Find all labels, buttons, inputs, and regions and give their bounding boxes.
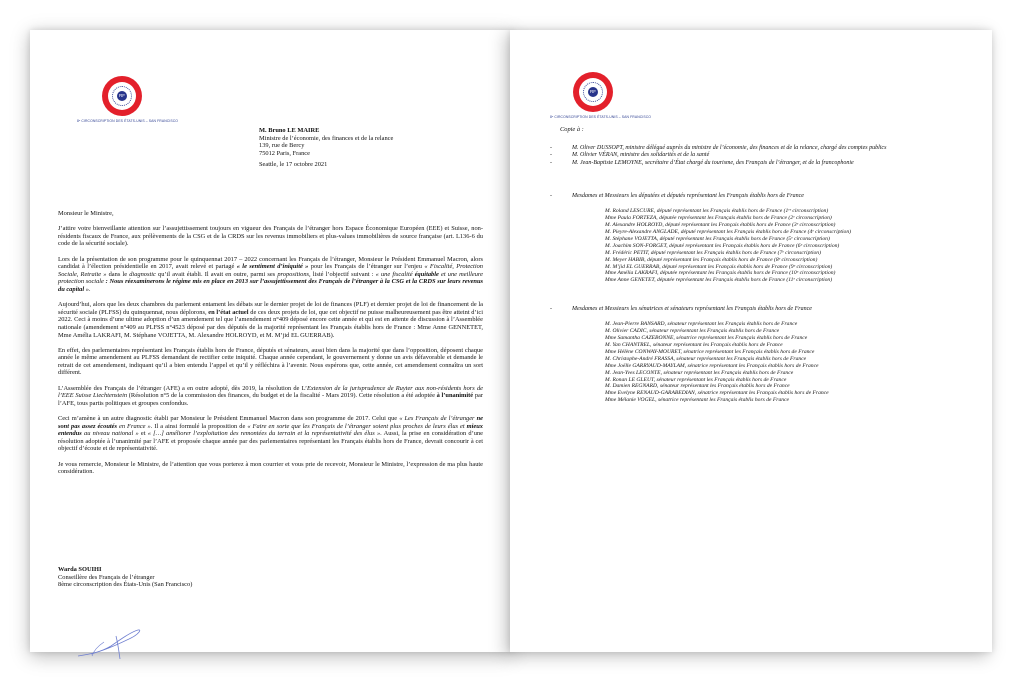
recipient-title: Ministre de l’économie, des finances et de la relance	[259, 134, 394, 142]
salutation: Monsieur le Ministre,	[58, 210, 114, 217]
list-item: M. Joachim SON-FORGET, député représentant les Français établis hors de France (6ᵉ circonscription)	[605, 242, 840, 249]
letter-body	[58, 210, 483, 483]
copy-heading: Copie à :	[560, 126, 584, 133]
list-item: M. Stéphane VOJETTA, député représentant les Français établis hors de France (5ᵉ circonscription)	[605, 235, 830, 242]
list-item: M. Roland LESCURE, député représentant les Français établis hors de France (1ʳᵉ circonscription)	[605, 208, 829, 215]
recipient-city: 75012 Paris, France	[259, 149, 310, 157]
list-item: M. Frédéric PETIT, député représentant les Français établis hors de France (7ᵉ circonscription)	[605, 249, 821, 256]
list-item: Mme Paula FORTEZA, députée représentant les Français établis hors de France (2ᵉ circonscription)	[605, 215, 832, 222]
rf-emblem: RF	[117, 91, 127, 101]
signatory-block	[58, 566, 192, 589]
senators-section	[550, 306, 990, 404]
handwritten-signature-icon	[76, 626, 146, 666]
recipient-street: 139, rue de Bercy	[259, 142, 305, 150]
list-item: M. Olivier CADIC, sénateur représentant les Français établis hors de France	[605, 328, 780, 335]
list-item: Mme Amélia LAKRAFI, députée représentant les Français établis hors de France (10ᵉ circonscription)	[605, 270, 836, 277]
list-item: M. Damien REGNARD, sénateur représentant les Français établis hors de France	[605, 383, 790, 390]
deputies-heading: - Mesdames et Messieurs les députées et députés représentant les Français établis hors de France	[550, 193, 804, 199]
list-item: M. M’jid EL GUERRAB, député représentant les Français établis hors de France (9ᵉ circonscription)	[605, 263, 833, 270]
list-item: Mme Anne GENETET, députée représentant les Français établis hors de France (11ᵉ circonscription)	[605, 277, 833, 284]
signatory-name: Warda SOUIHI	[58, 566, 102, 573]
paragraph-6: Ceci m’amène à un autre diagnostic établi par Monsieur le Président Emmanuel Macron dans son programme de 2017. Celui que « Les Français de l’étranger ne sont pas assez écoutés en France ». Il a ainsi formulé la proposition de « Faire en sorte que les Français de l’étranger soient plus proches de leurs élus et mieux entendus au niveau national » et « […] améliorer l’exploitation des remontées du terrain et la représentativité des élus ». Aussi, la prise en considération d’une résolution adoptée à l’unanimité par l’AFE et proposée chaque année par des parlementaires représentant les Français établis hors de France, devrait concourir à cet objectif d’écoute et de représentativité.	[58, 415, 484, 453]
deputies-section	[550, 193, 990, 284]
list-item: M. Yan CHANTREL, sénateur représentant les Français établis hors de France	[605, 342, 783, 349]
signatory-district: 8ème circonscription des États-Unis (San Francisco)	[58, 581, 193, 589]
list-item: - M. Jean-Baptiste LEMOYNE, secrétaire d’État chargé du tourisme, des Français de l’étranger, et de la francophonie	[550, 159, 854, 166]
list-item: M. Ronan LE GLEUT, sénateur représentant les Français établis hors de France	[605, 376, 787, 383]
republique-francaise-roundel-icon	[102, 76, 142, 116]
republique-francaise-roundel-icon	[573, 72, 613, 112]
paragraph-4: En effet, des parlementaires représentant les Français établis hors de France, députés et sénateurs, aussi bien dans la majorité que dans l’opposition, déposent chaque année le même amendement au PLFSS demandant de rectifier cette iniquité. Chaque année cependant, le gouvernement y donne un avis défavorable et demande le retrait de cet amendement, indiquant qu’il a bien entendu l’appel et qu’il y réfléchira à l’avenir. Nous espérons que, cette année, cet amendement connaîtra un sort différent.	[58, 346, 483, 377]
closing-paragraph: Je vous remercie, Monsieur le Ministre, de l’attention que vous porterez à mon courrier et vous prie de recevoir, Monsieur le Ministre, l’expression de ma plus haute considération.	[58, 460, 483, 476]
list-item: Mme Evelyne RENAUD-GARABEDIAN, sénatrice représentant les Français établis hors de France	[605, 390, 829, 397]
paragraph-3: Aujourd’hui, alors que les deux chambres du parlement entament les débats sur le dernier projet de loi de finances (PLF) et dernier projet de loi de financement de la sécurité sociale (PLFSS) du quinquennat, nous déplorons, en l’état actuel de ces deux projets de loi, que cet objectif ne puisse malheureusement pas être atteint d’ici 2022. Ceci à moins d’une ultime adoption d’un amendement tel que l’amendement n°409 déposé encore cette année et qui est en attente de discussion à l’Assemblée nationale (amendement n°409 au PLFSS n°4523 déposé par des députés de la majorité représentant les Français établis hors de France : Mme Anne GENNETET, Mme Amélia LAKRAFI, M. Stéphane VOJETTA, M. Alexandre HOLROYD, et M. M’jid EL GUERRAB).	[58, 301, 483, 339]
deputies-list	[550, 208, 990, 284]
list-item: - M. Olivier VÉRAN, ministre des solidarités et de la santé	[550, 152, 710, 159]
senators-list	[550, 321, 990, 404]
list-item: M. Pieyre-Alexandre ANGLADE, député représentant les Français établis hors de France (4ᵉ circonscription)	[605, 229, 851, 236]
paragraph-5: L’Assemblée des Français de l’étranger (AFE) a en outre adopté, dès 2019, la résolution de L’Extension de la jurisprudence de Ruyter aux non-résidents hors de l’EEE Suisse Liechtenstein (Résolution n°5 de la commission des finances, du budget et de la fiscalité - Mars 2019). Cette résolution a été adoptée à l’unanimité par l’AFE, tous partis politiques et groupes confondus.	[58, 384, 483, 407]
list-item: M. Meyer HABIB, député représentant les Français établis hors de France (8ᵉ circonscription)	[605, 256, 818, 263]
list-item: Mme Samantha CAZEBONNE, sénatrice représentant les Français établis hors de France	[605, 335, 808, 342]
paragraph-1: J’attire votre bienveillante attention sur l’assujettissement toujours en vigueur des Français de l’étranger hors Espace Économique Européen (EEE) et Suisse, non-résidents fiscaux de France, aux prélèvements de la CSG et de la CRDS sur les revenus immobiliers et plus-values immobilières de source française (art. L136-6 du code de la sécurité sociale).	[58, 225, 483, 248]
recipient-name: M. Bruno LE MAIRE	[259, 127, 320, 134]
list-item: Mme Mélanie VOGEL, sénatrice représentant les Français établis hors de France	[605, 397, 790, 404]
senators-heading: - Mesdames et Messieurs les sénatrices et sénateurs représentant les Français établis hors de France	[550, 306, 812, 312]
letter-page-2	[510, 30, 992, 652]
copy-list-ministers	[550, 145, 975, 167]
signatory-role: Conseillère des Français de l’étranger	[58, 573, 155, 581]
list-item: - M. Oliver DUSSOPT, ministre délégué auprès du ministre de l’économie, des finances et de la relance, chargé des comptes publics	[550, 145, 887, 151]
list-item: Mme Joëlle GARRYAUD-MAYLAM, sénatrice représentant les Français établis hors de France	[605, 362, 819, 369]
recipient-address	[259, 127, 393, 157]
list-item: M. Christophe-André FRASSA, sénateur représentant les Français établis hors de France	[605, 355, 807, 362]
list-item: M. Alexandre HOLROYD, député représentant les Français établis hors de France (3ᵉ circonscription)	[605, 222, 836, 229]
logo-caption: 8ᵉ CIRCONSCRIPTION DES ÉTATS-UNIS – SAN FRANCISCO	[550, 115, 651, 119]
logo-caption: 8ᵉ CIRCONSCRIPTION DES ÉTATS-UNIS – SAN FRANCISCO	[77, 119, 178, 123]
rf-emblem: RF	[588, 87, 598, 97]
letter-date: Seattle, le 17 octobre 2021	[259, 161, 328, 168]
letter-page-1	[30, 30, 512, 652]
list-item: M. Jean-Yves LECONTE, sénateur représentant les Français établis hors de France	[605, 369, 794, 376]
paragraph-2: Lors de la présentation de son programme pour le quinquennat 2017 – 2022 concernant les Français de l’étranger, Monsieur le Président Emmanuel Macron, alors candidat à l’élection présidentielle en 2017, avait relevé et partagé « le sentiment d’iniquité » pour les Français de l’étranger sur l’enjeu « Fiscalité, Protection Sociale, Retraite » dans le diagnostic qu’il avait établi. Il avait en outre, parmi ses propositions, listé l’objectif suivant : « une fiscalité équitable et une meilleure protection sociale : Nous réexaminerons le régime mis en place en 2013 sur l’assujettissement des Français de l’étranger à la CSG et la CRDS sur leurs revenus du capital ».	[58, 255, 484, 293]
list-item: Mme Hélène CONWAY-MOURET, sénatrice représentant les Français établis hors de France	[605, 348, 815, 355]
list-item: M. Jean-Pierre BANSARD, sénateur représentant les Français établis hors de France	[605, 321, 798, 328]
